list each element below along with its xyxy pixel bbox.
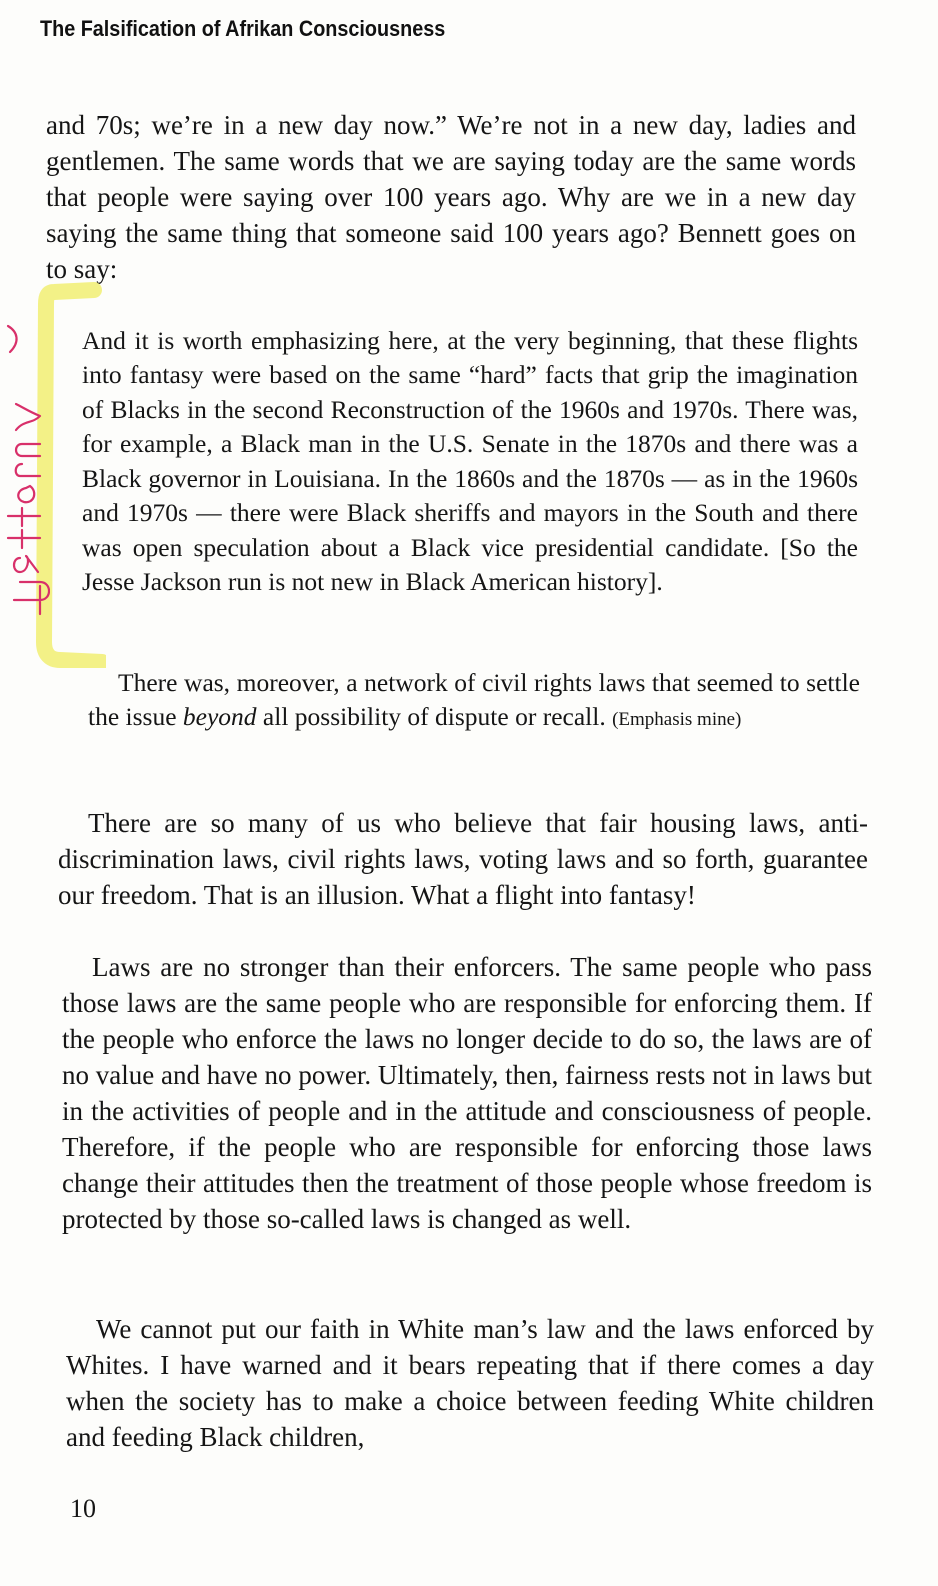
quote-text-before: There was, moreover, a network of civil rights laws that seemed to settle the issue [88,667,860,731]
emphasis-note: (Emphasis mine) [612,709,742,730]
paragraph-2: There are so many of us who believe that fair housing laws, anti-discrimination laws, civil rights laws, voting laws and so forth, guarantee our freedom. That is an illusion. What a flight into fantasy! [58,808,868,910]
margin-handwriting [0,320,50,620]
paragraph-4: We cannot put our faith in White man’s law and the laws enforced by Whites. I have warned and it bears repeating that if there comes a day when the society has to make a choice between feeding White children and feeding Black children, [66,1314,874,1452]
block-quote-paragraph-2 [88,666,860,738]
paragraph-1: and 70s; we’re in a new day now.” We’re not in a new day, ladies and gentlemen. The same words that we are saying today are the same words that people were saying over 100 years ago. Why are we in a new day saying the same thing that someone said 100 years ago? Bennett goes on to say: [46,110,856,284]
block-quote-paragraph-1: And it is worth emphasizing here, at the very beginning, that these flights into fantasy were based on the same “hard” facts that grip the imagination of Blacks in the second Reconstruction of the 1960s and 1970s. There was, for example, a Black man in the U.S. Senate in the 1870s and there was a Black governor in Louisiana. In the 1860s and the 1870s — as in the 1960s and 1970s — there were Black sheriffs and mayors in the South and there was open speculation about a Black vice presidential candidate. [So the Jesse Jackson run is not new in Black American history]. [82,325,858,596]
quote-text-after: all possibility of dispute or recall. [256,702,613,731]
page-number: 10 [70,1494,96,1523]
running-head-title: The Falsification of Afrikan Consciousness [40,16,446,41]
emphasized-word: beyond [182,702,257,731]
paragraph-3: Laws are no stronger than their enforcers. The same people who pass those laws are the same people who are responsible for enforcing them. If the people who enforce the laws no longer decide to do so, the laws are of no value and have no power. Ultimately, then, fairness rests not in laws but in the activities of people and in the attitude and consciousness of people. Therefore, if the people who are responsible for enforcing those laws change their attitudes then the treatment of those people whose freedom is protected by those so-called laws is changed as well. [62,952,872,1234]
